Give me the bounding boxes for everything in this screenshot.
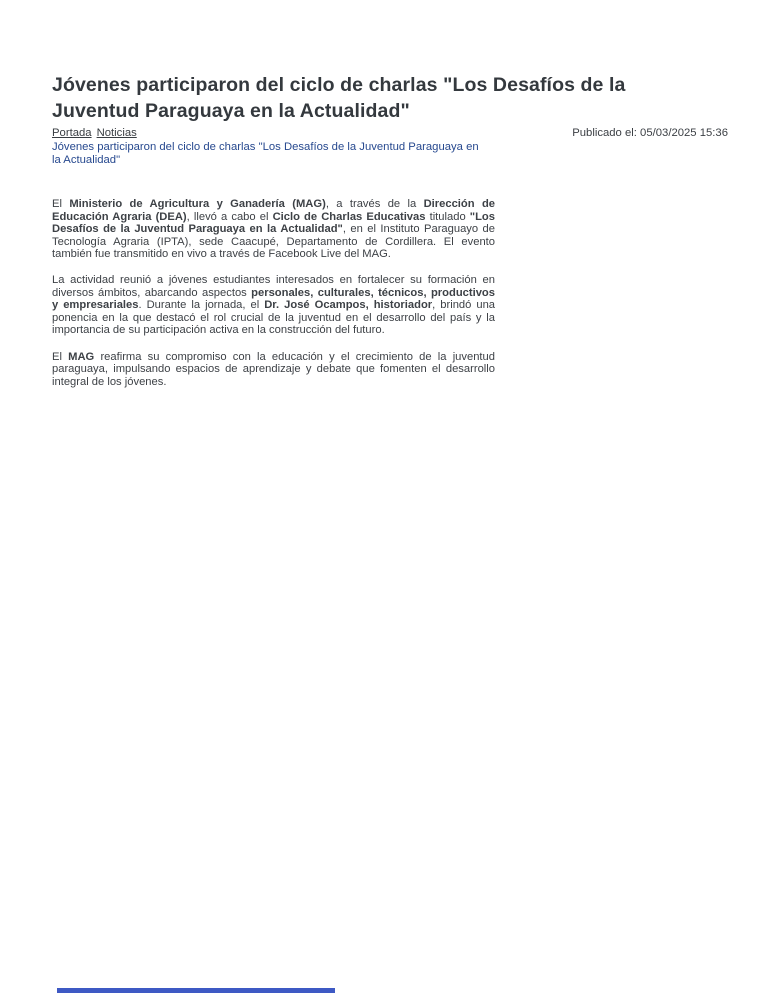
- paragraph-bold-segment: personales, culturales, técnicos, productivos y empresariales: [52, 286, 495, 312]
- paragraph-text-segment: titulado: [425, 210, 470, 223]
- footer-accent-bar: [57, 988, 335, 993]
- paragraph-bold-segment: Dr. José Ocampos, historiador: [264, 299, 433, 312]
- paragraph-bold-segment: Dirección de Educación Agraria (DEA): [52, 198, 495, 223]
- paragraph-bold-segment: MAG: [68, 350, 95, 363]
- paragraph-text-segment: El: [52, 198, 70, 211]
- breadcrumb: [52, 127, 484, 166]
- paragraph-bold-segment: Ministerio de Agricultura y Ganadería (MAG): [69, 198, 326, 211]
- article-body: [52, 198, 495, 388]
- breadcrumb-links: [52, 127, 484, 140]
- article-paragraph: [52, 351, 495, 388]
- paragraph-text-segment: . Durante la jornada, el: [138, 299, 265, 312]
- paragraph-text-segment: , en el Instituto Paraguayo de Tecnología Agraria (IPTA), sede Caacupé, Departamento de Cordillera. El evento también fue transmitido en vivo a través de Facebook Live del MAG.: [52, 223, 496, 260]
- breadcrumb-link-noticias[interactable]: Noticias: [96, 127, 137, 139]
- breadcrumb-link-portada[interactable]: Portada: [52, 127, 92, 139]
- breadcrumb-current-link[interactable]: Jóvenes participaron del ciclo de charlas "Los Desafíos de la Juventud Paraguaya en la Actualidad": [52, 141, 479, 166]
- paragraph-text-segment: La actividad reunió a jóvenes estudiantes interesados en fortalecer su formación en diversos ámbitos, abarcando aspectos: [52, 274, 495, 299]
- published-timestamp: Publicado el: 05/03/2025 15:36: [572, 127, 728, 139]
- paragraph-text-segment: , a través de la: [325, 198, 424, 211]
- paragraph-bold-segment: "Los Desafíos de la Juventud Paraguaya en la Actualidad": [52, 210, 495, 236]
- page-title: Jóvenes participaron del ciclo de charlas "Los Desafíos de la Juventud Paraguaya en la Actualidad": [52, 74, 626, 122]
- article-meta-row: [52, 127, 728, 166]
- article-paragraph: [52, 274, 495, 336]
- paragraph-text-segment: , brindó una ponencia en la que destacó el rol crucial de la juventud en el desarrollo del país y la importancia de su participación activa en la construcción del futuro.: [52, 299, 496, 337]
- paragraph-text-segment: El: [52, 350, 69, 363]
- paragraph-bold-segment: Ciclo de Charlas Educativas: [272, 210, 426, 223]
- paragraph-text-segment: reafirma su compromiso con la educación y el crecimiento de la juventud paraguaya, impulsando espacios de aprendizaje y debate que fomenten el desarrollo integral de los jóvenes.: [52, 350, 495, 388]
- paragraph-text-segment: , llevó a cabo el: [186, 210, 273, 223]
- article-paragraph: [52, 198, 495, 260]
